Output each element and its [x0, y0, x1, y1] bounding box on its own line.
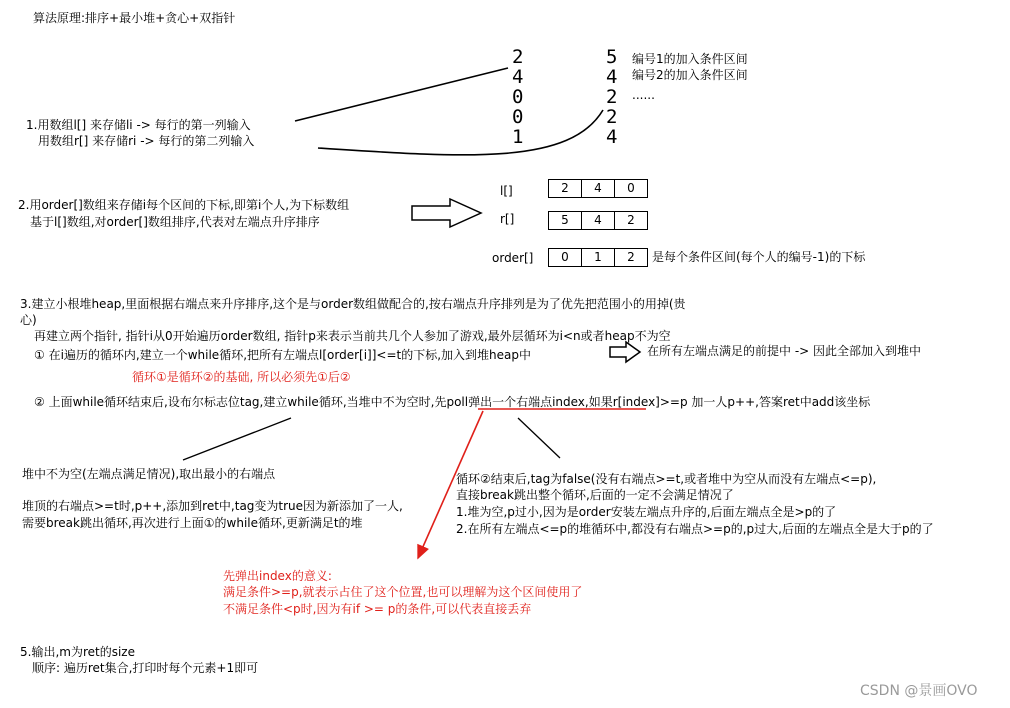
left-value: 0 [512, 86, 524, 108]
left-value: 1 [512, 126, 524, 148]
order-array-note: 是每个条件区间(每个人的编号-1)的下标 [652, 250, 866, 264]
right-value: 2 [606, 86, 618, 108]
loop2-text [34, 394, 870, 410]
step2-arrow [412, 199, 481, 227]
step2-line: 2.用order[]数组来存储i每个区间的下标,即第i个人,为下标数组 [18, 198, 350, 212]
page-title: 算法原理:排序+最小堆+贪心+双指针 [33, 11, 236, 25]
loop1-arrow [610, 342, 640, 362]
right-block-line: 循环②结束后,tag为false(没有右端点>=t,或者堆中为空从而没有左端点<=p), [456, 472, 877, 486]
array-cell: 2 [627, 213, 635, 227]
array-cell: 2 [549, 180, 582, 197]
red-block-line: 不满足条件<p时,因为有if >= p的条件,可以代表直接丢弃 [223, 602, 532, 616]
left-block-line: 堆顶的右端点>=t时,p++,添加到ret中,tag变为true因为新添加了一人, [22, 499, 403, 513]
array-cell: 2 [627, 250, 635, 264]
right-block-line: 直接break跳出整个循环,后面的一定不会满足情况了 [456, 488, 734, 502]
right-value: 4 [606, 126, 618, 148]
l-array [548, 179, 648, 198]
right-value: 2 [606, 106, 618, 128]
right-diag-line [518, 418, 560, 458]
l-array-label: l[] [500, 184, 513, 198]
left-value: 4 [512, 66, 524, 88]
loop2-part-c: ,如果r[index]>=p 加一人p++,答案ret中add该坐标 [584, 395, 871, 409]
r-array-label: r[] [500, 212, 515, 226]
right-block-line: 2.在所有左端点<=p的堆循环中,都没有右端点>=p的,p过大,后面的左端点全是大于p的了 [456, 522, 934, 536]
step3-line2: 再建立两个指针, 指针i从0开始遍历order数组, 指针p来表示当前共几个人参加了游戏,最外层循环为i<n或者heap不为空 [34, 329, 671, 343]
order-array [548, 248, 648, 267]
left-value: 0 [512, 106, 524, 128]
input-note: 编号1的加入条件区间 [632, 52, 748, 66]
left-block-line: 堆中不为空(左端点满足情况),取出最小的右端点 [22, 467, 276, 481]
right-value: 4 [606, 66, 618, 88]
left-value: 2 [512, 46, 524, 68]
step3-line1: 3.建立小根堆heap,里面根据右端点来升序排序,这个是与order数组做配合的,按右端点升序排列是为了优先把范围小的用掉(贵 [20, 297, 686, 311]
array-cell: 4 [582, 212, 615, 229]
order-array-label: order[] [492, 251, 534, 265]
step2-line: 基于l[]数组,对order[]数组排序,代表对左端点升序排序 [30, 215, 320, 229]
array-cell: 0 [549, 249, 582, 266]
step1-line: 1.用数组l[] 来存储li -> 每行的第一列输入 [26, 118, 251, 132]
loop1-note: 在所有左端点满足的前提中 -> 因此全部加入到堆中 [647, 344, 922, 358]
input-note: ...... [632, 88, 655, 102]
red-block-line: 满足条件>=p,就表示占住了这个位置,也可以理解为这个区间使用了 [223, 585, 583, 599]
array-cell: 4 [582, 180, 615, 197]
left-block-line: 需要break跳出循环,再次进行上面①的while循环,更新满足t的堆 [22, 516, 363, 530]
loop-order-note: 循环①是循环②的基础, 所以必须先①后② [132, 370, 351, 384]
step1-line-l [295, 68, 508, 121]
step3-line1b: 心) [20, 313, 37, 327]
loop2-poll-text: 先poll弹出一个右端点index [434, 395, 585, 409]
array-cell: 1 [582, 249, 615, 266]
step5-line: 顺序: 遍历ret集合,打印时每个元素+1即可 [32, 661, 259, 675]
right-block-line: 1.堆为空,p过小,因为是order安装左端点升序的,后面左端点全是>p的了 [456, 505, 837, 519]
watermark: CSDN @景画OVO [860, 683, 978, 699]
array-cell: 0 [627, 181, 635, 195]
step1-curve-r [318, 110, 603, 155]
r-array [548, 211, 648, 230]
loop1-text: ① 在i遍历的循环内,建立一个while循环,把所有左端点l[order[i]]<=t的下标,加入到堆heap中 [34, 348, 531, 362]
left-diag-line [183, 418, 291, 460]
step5-line: 5.输出,m为ret的size [20, 645, 135, 659]
step1-line: 用数组r[] 来存储ri -> 每行的第二列输入 [38, 134, 255, 148]
input-note: 编号2的加入条件区间 [632, 68, 748, 82]
red-block-line: 先弹出index的意义: [223, 569, 332, 583]
array-cell: 5 [549, 212, 582, 229]
loop2-part-a: ② 上面while循环结束后,设布尔标志位tag,建立while循环,当堆中不为空时, [34, 395, 435, 409]
right-value: 5 [606, 46, 618, 68]
